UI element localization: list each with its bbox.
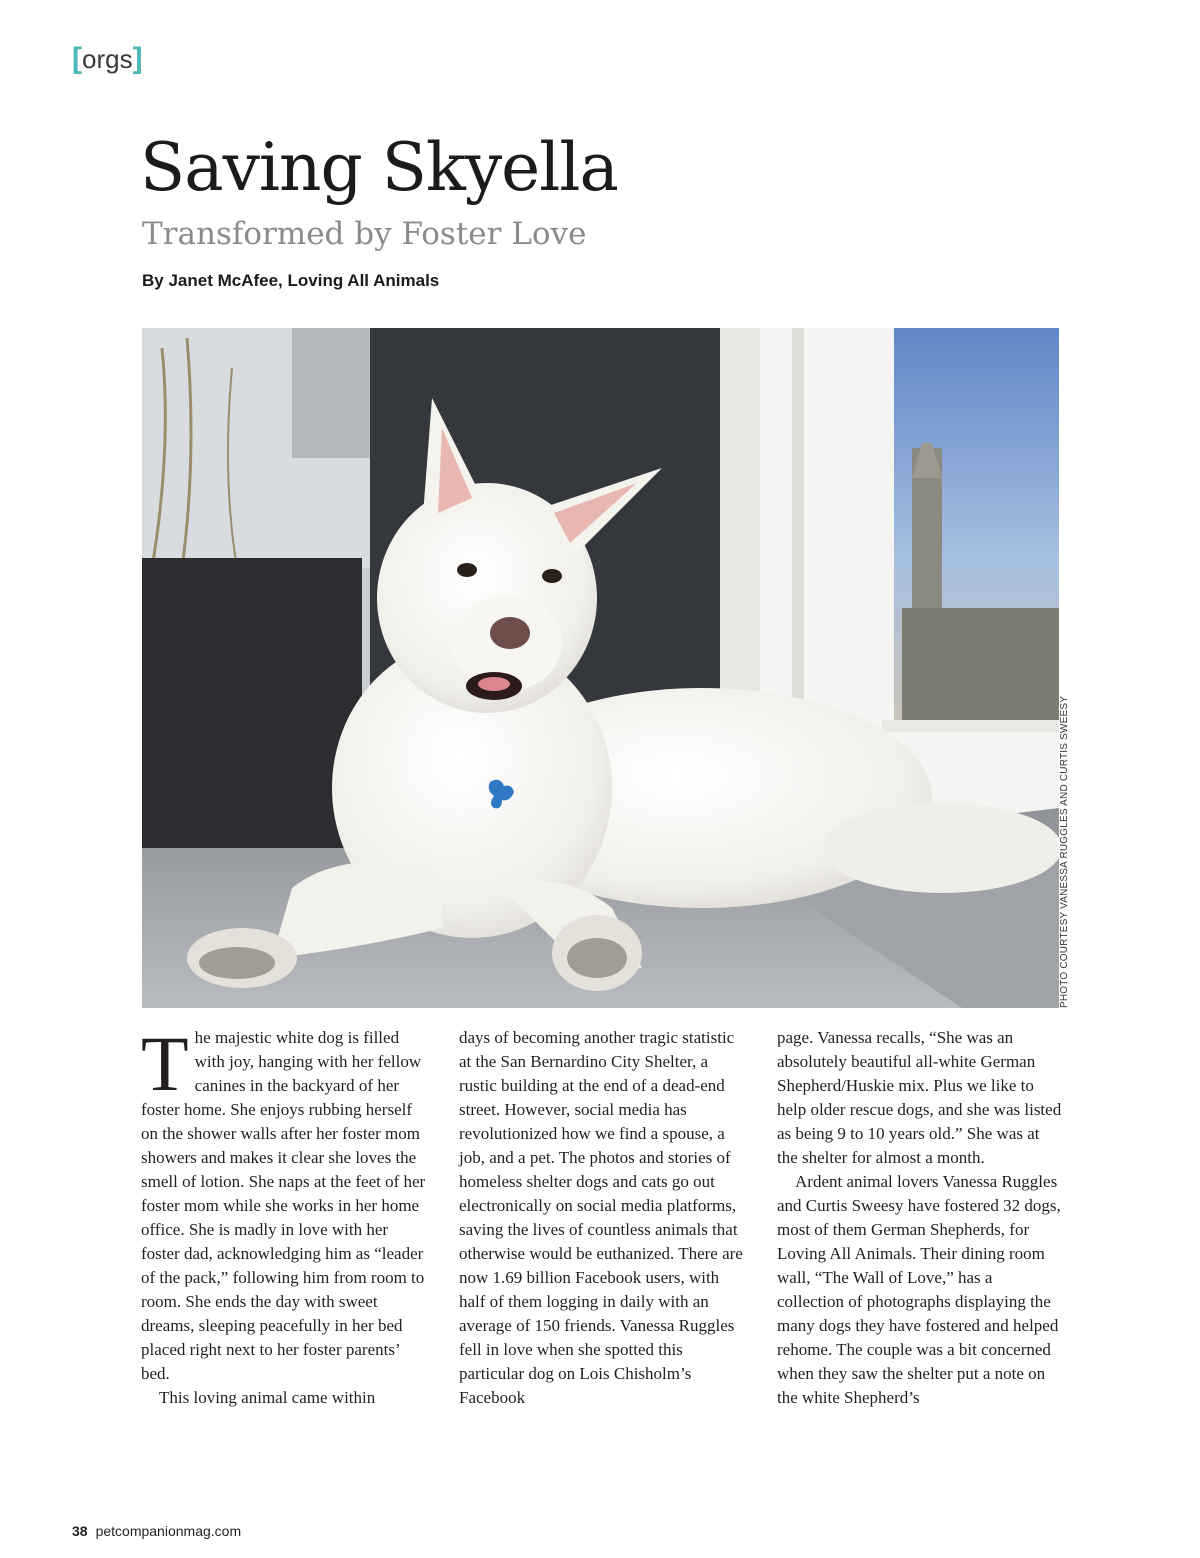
article-subtitle: Transformed by Foster Love xyxy=(142,216,587,252)
paragraph-text: he majestic white dog is filled with joy, hanging with her fellow canines in the backyard of her foster home. She enjoys rubbing herself on the shower walls after her foster mom showers and makes it clear she loves the smell of lotion. She naps at the feet of her foster mom while she works in her home office. She is madly in love with her foster dad, acknowledging him as “leader of the pack,” following him from room to room. She ends the day with sweet dreams, sleeping peacefully in her bed placed right next to her foster parents’ bed. xyxy=(141,1028,426,1383)
photo-credit xyxy=(1058,695,1082,1008)
paragraph: Ardent animal lovers Vanessa Ruggles and Curtis Sweesy have fostered 32 dogs, most of them German Shepherds, for Loving All Animals. Their dining room wall, “The Wall of Love,” has a collection of photographs displaying the many dogs they have fostered and helped rehome. The couple was a bit concerned when they saw the shelter put a note on the white Shepherd’s xyxy=(777,1172,1061,1407)
body-column-3 xyxy=(777,1026,1062,1410)
page-footer xyxy=(72,1523,241,1539)
paragraph: This loving animal came within xyxy=(159,1388,376,1407)
page-number: 38 xyxy=(72,1523,88,1539)
section-tag xyxy=(72,42,143,76)
footer-site: petcompanionmag.com xyxy=(95,1523,242,1539)
photo-credit-text: PHOTO COURTESY VANESSA RUGGLES AND CURTIS SWEESY xyxy=(1059,695,1070,1008)
section-bracket-close: ] xyxy=(132,42,143,75)
paragraph: days of becoming another tragic statistic at the San Bernardino City Shelter, a rustic building at the end of a dead-end street. However, social media has revolutionized how we find a spouse, a job, and a pet. The photos and stories of homeless shelter dogs and cats go out electronically on social media platforms, saving the lives of countless animals that otherwise would be euthanized. There are now 1.69 billion Facebook users, with half of them logging in daily with an average of 150 friends. Vanessa Ruggles fell in love when she spotted this particular dog on Lois Chisholm’s Facebook xyxy=(459,1028,743,1407)
byline: By Janet McAfee, Loving All Animals xyxy=(142,271,440,290)
body-column-1 xyxy=(141,1020,426,1410)
paragraph: page. Vanessa recalls, “She was an absolutely beautiful all-white German Shepherd/Huskie mix. Plus we like to help older rescue dogs, and she was listed as being 9 to 10 years old.” She was at the shelter for almost a month. xyxy=(777,1028,1062,1167)
dog-photo xyxy=(142,328,1059,1008)
article-title: Saving Skyella xyxy=(140,129,618,206)
paragraph xyxy=(141,1020,426,1386)
section-label: orgs xyxy=(82,44,133,74)
body-column-2 xyxy=(459,1026,744,1410)
section-bracket-open: [ xyxy=(72,42,82,75)
drop-cap: T xyxy=(141,1020,189,1107)
